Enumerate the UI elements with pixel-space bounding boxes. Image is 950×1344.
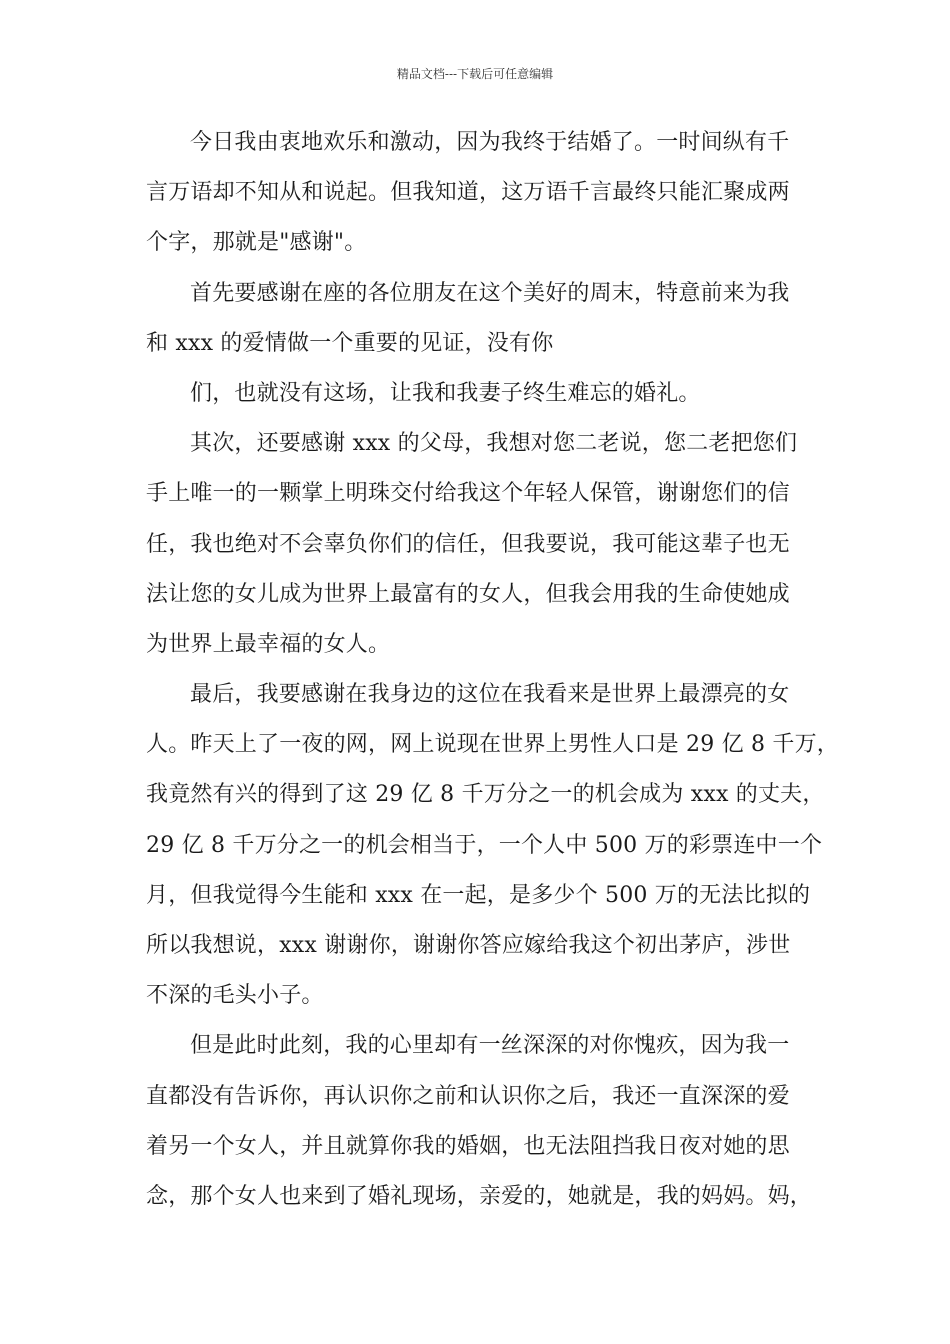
text-line: 首先要感谢在座的各位朋友在这个美好的周末，特意前来为我: [190, 280, 790, 306]
text-line: 最后，我要感谢在我身边的这位在我看来是世界上最漂亮的女: [190, 682, 790, 708]
text-line: 着另一个女人，并且就算你我的婚姻，也无法阻挡我日夜对她的思: [146, 1133, 790, 1159]
text-line: 所以我想说，xxx 谢谢你，谢谢你答应嫁给我这个初出茅庐，涉世: [146, 933, 791, 958]
text-line: 直都没有告诉你，再认识你之前和认识你之后，我还一直深深的爱: [146, 1083, 790, 1109]
text-line: 但是此时此刻，我的心里却有一丝深深的对你愧疚，因为我一: [190, 1033, 790, 1059]
text-line: 为世界上最幸福的女人。: [146, 631, 391, 657]
text-line: 其次，还要感谢 xxx 的父母，我想对您二老说，您二老把您们: [190, 431, 798, 457]
page-header: 精品文档---下载后可任意编辑: [396, 67, 554, 81]
text-line: 月，但我觉得今生能和 xxx 在一起，是多少个 500 万的无法比拟的: [146, 882, 811, 908]
text-line: 个字，那就是"感谢"。: [146, 230, 367, 256]
text-line: 我竟然有兴的得到了这 29 亿 8 千万分之一的机会成为 xxx 的丈夫，: [146, 782, 825, 808]
text-line: 念，那个女人也来到了婚礼现场，亲爱的，她就是，我的妈妈。妈，: [146, 1183, 813, 1209]
text-line: 29 亿 8 千万分之一的机会相当于，一个人中 500 万的彩票连中一个: [146, 832, 823, 858]
text-line: 手上唯一的一颗掌上明珠交付给我这个年轻人保管，谢谢您们的信: [146, 481, 790, 507]
text-line: 们，也就没有这场，让我和我妻子终生难忘的婚礼。: [190, 380, 701, 406]
text-line: 今日我由衷地欢乐和激动，因为我终于结婚了。一时间纵有千: [190, 130, 790, 155]
text-line: 任，我也绝对不会辜负你们的信任，但我要说，我可能这辈子也无: [146, 531, 790, 557]
text-line: 言万语却不知从和说起。但我知道，这万语千言最终只能汇聚成两: [146, 180, 790, 206]
text-line: 法让您的女儿成为世界上最富有的女人，但我会用我的生命使她成: [146, 581, 790, 607]
text-line: 不深的毛头小子。: [146, 983, 324, 1009]
text-line: 和 xxx 的爱情做一个重要的见证，没有你: [146, 330, 554, 356]
text-line: 人。昨天上了一夜的网，网上说现在世界上男性人口是 29 亿 8 千万，: [146, 732, 839, 758]
document-body: [146, 128, 839, 1232]
